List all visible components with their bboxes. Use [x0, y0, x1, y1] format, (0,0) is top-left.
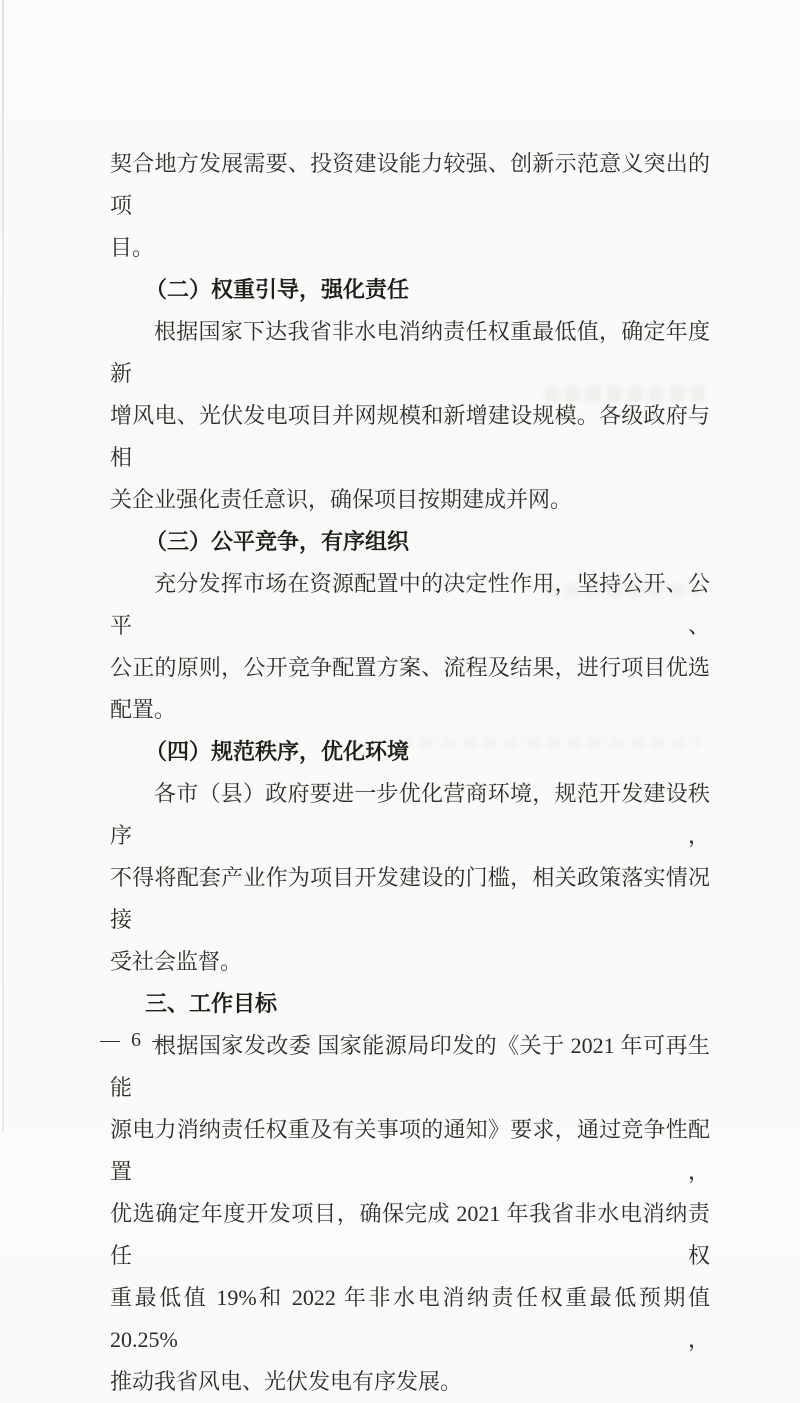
text-line: 推动我省风电、光伏发电有序发展。 — [110, 1369, 463, 1394]
text-line: 充分发挥市场在资源配置中的决定性作用，坚持公开、公平、 — [110, 571, 710, 638]
text-line: 各市（县）政府要进一步优化营商环境，规范开发建设秩序， — [110, 781, 710, 848]
text-line: 重最低值 19%和 2022 年非水电消纳责任权重最低预期值 20.25%， — [110, 1285, 710, 1352]
section-heading: （二）权重引导，强化责任 — [145, 277, 410, 302]
text-line: 源电力消纳责任权重及有关事项的通知》要求，通过竞争性配置， — [110, 1117, 710, 1184]
text-line: 增风电、光伏发电项目并网规模和新增建设规模。各级政府与相 — [110, 403, 710, 470]
text-line: 根据国家发改委 国家能源局印发的《关于 2021 年可再生能 — [110, 1033, 710, 1100]
text-line: 受社会监督。 — [110, 949, 243, 974]
scan-edge-shadow — [2, 0, 4, 1131]
document-body — [110, 143, 710, 1403]
text-line: 优选确定年度开发项目，确保完成 2021 年我省非水电消纳责任权 — [110, 1201, 710, 1268]
text-line: 关企业强化责任意识，确保项目按期建成并网。 — [110, 487, 573, 512]
text-line: 根据国家下达我省非水电消纳责任权重最低值，确定年度新 — [110, 319, 710, 386]
section-heading: （三）公平竞争，有序组织 — [145, 529, 410, 554]
section-heading: 三、工作目标 — [145, 991, 278, 1016]
text-line: 不得将配套产业作为项目开发建设的门槛，相关政策落实情况接 — [110, 865, 710, 932]
section-heading: （四）规范秩序，优化环境 — [145, 739, 410, 764]
page-number: — 6 — — [100, 1029, 175, 1051]
text-line: 目。 — [110, 235, 155, 260]
text-line: 契合地方发展需要、投资建设能力较强、创新示范意义突出的项 — [110, 151, 710, 218]
text-line: 公正的原则，公开竞争配置方案、流程及结果，进行项目优选 — [110, 655, 710, 680]
text-line: 配置。 — [110, 697, 177, 722]
